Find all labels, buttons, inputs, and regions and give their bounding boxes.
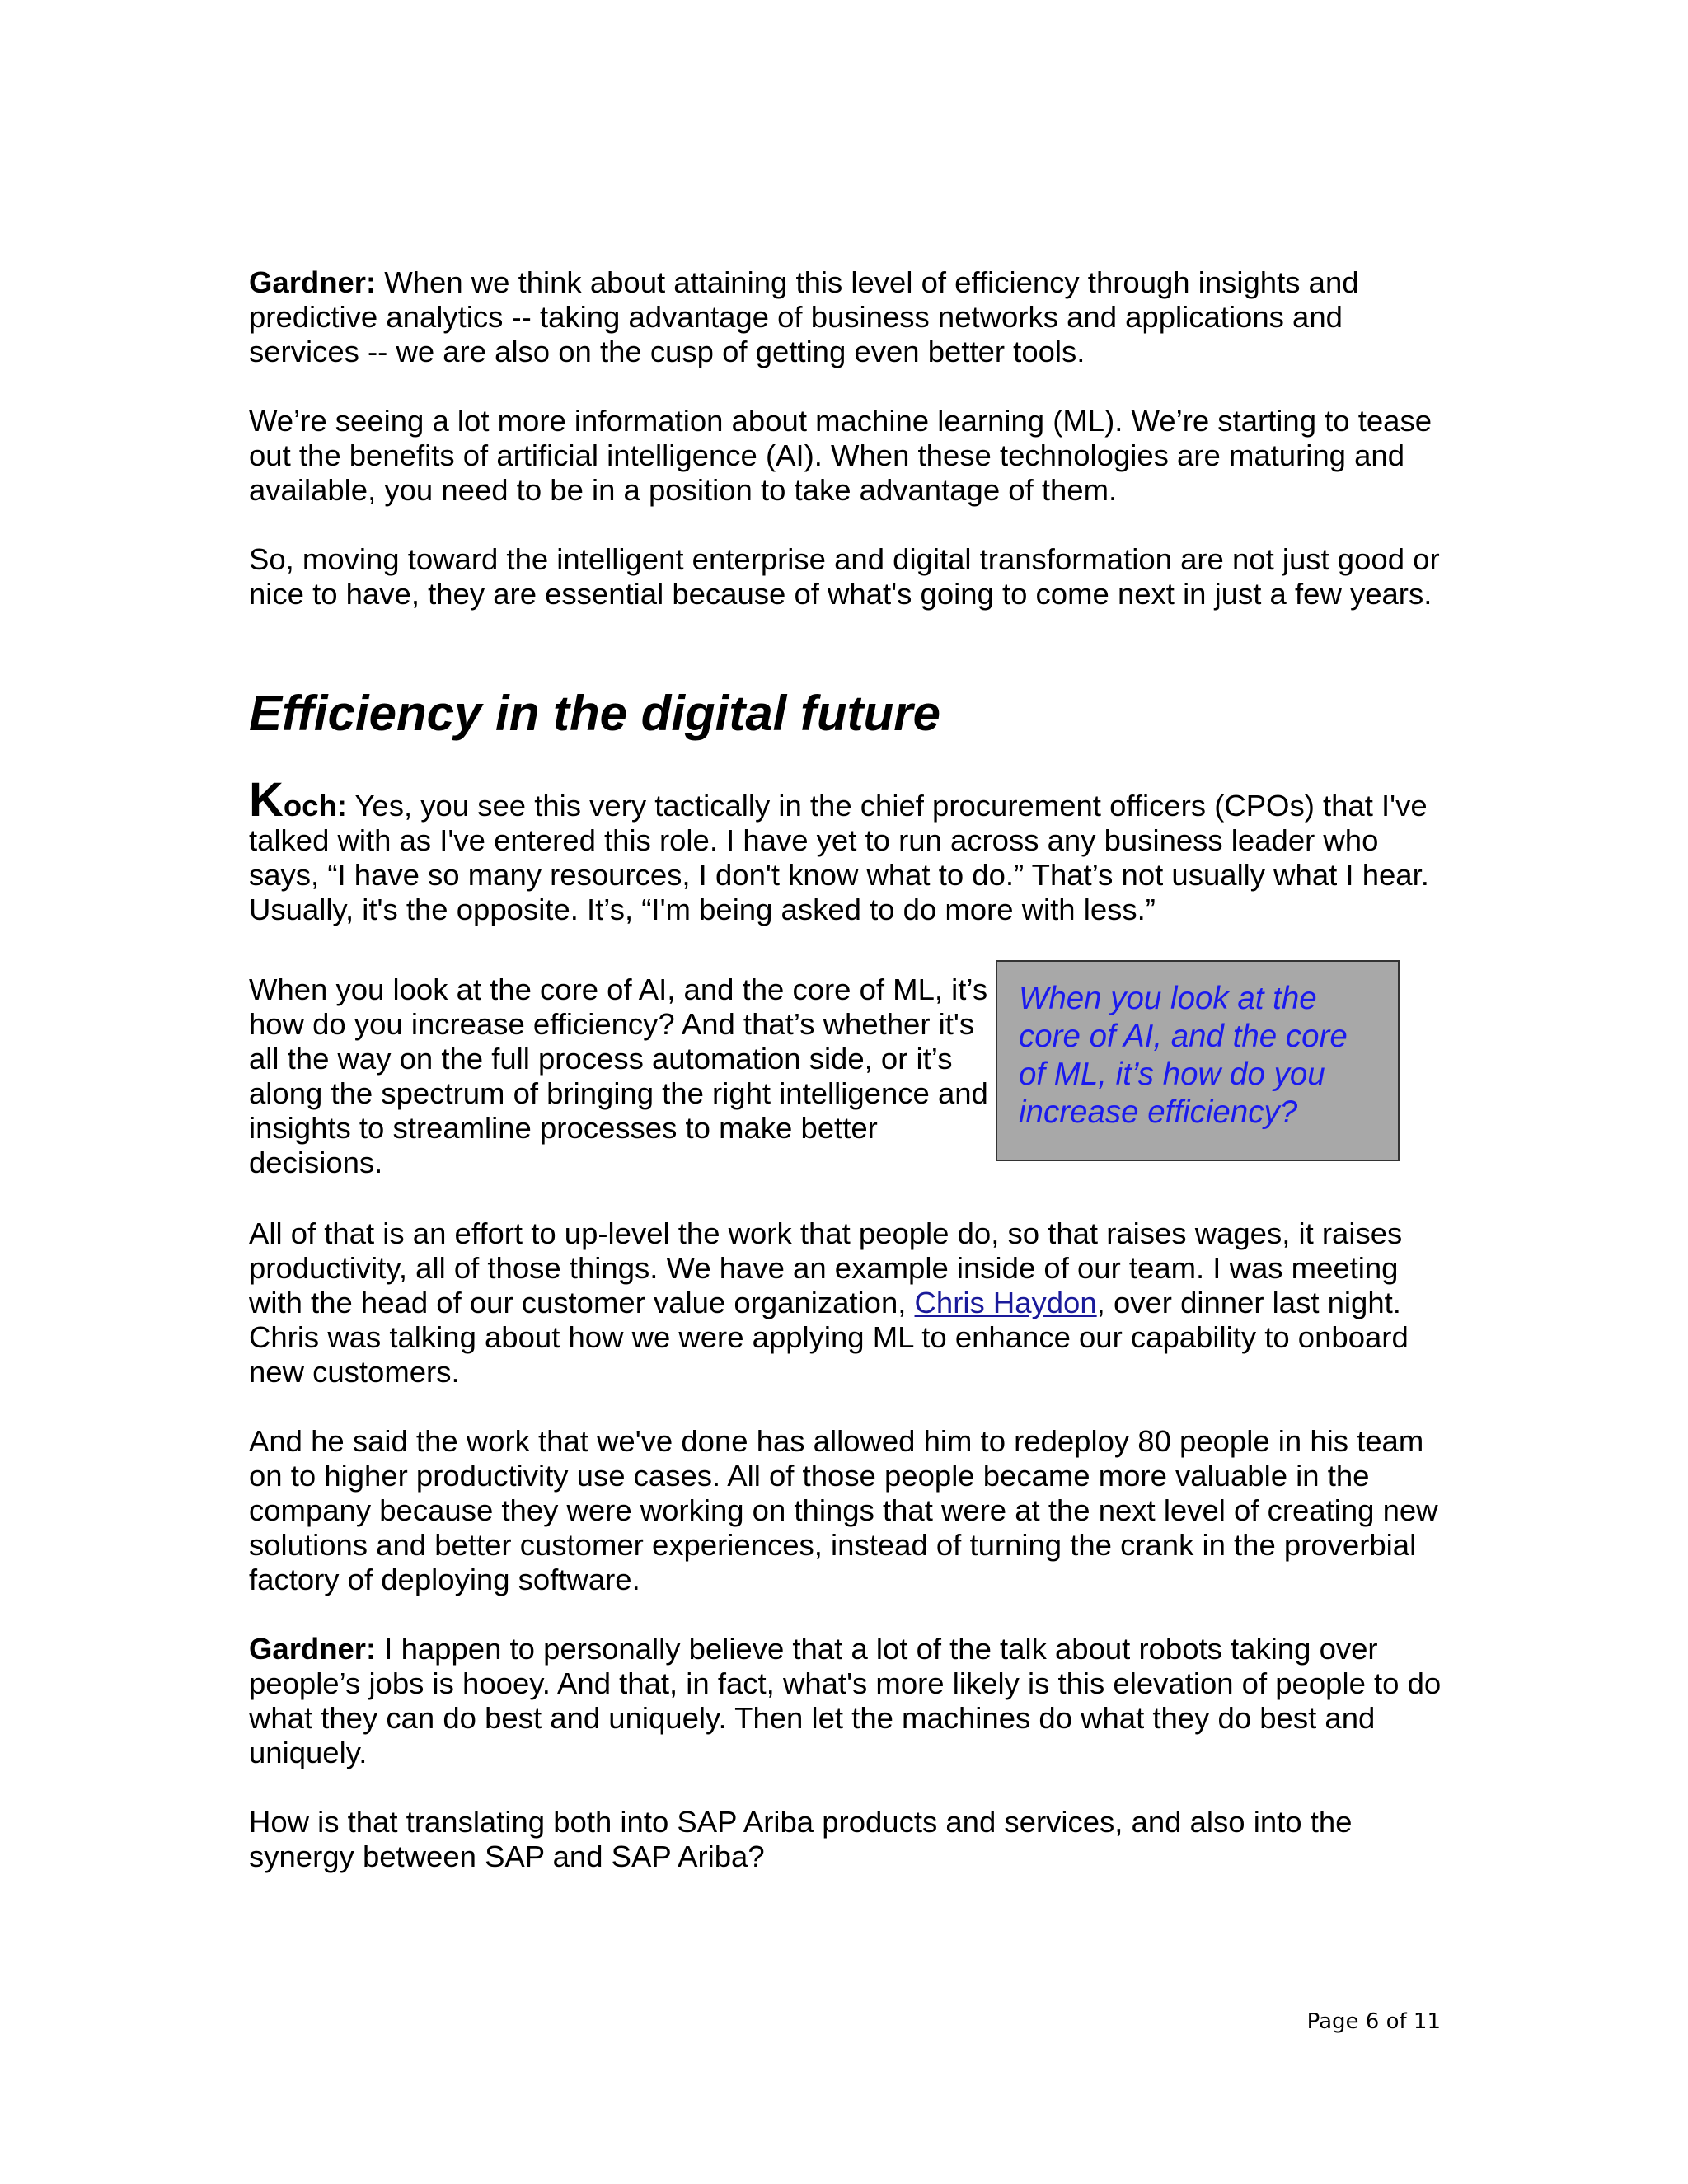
ml-ai-paragraph: We’re seeing a lot more information about machine learning (ML). We’re starting to tease out the benefits of artificial intelligence (AI). When these technologies are maturing and available, you need to be in a position to take advantage of them.: [249, 404, 1432, 507]
koch-paragraph: [249, 773, 1444, 927]
paragraph-text: When we think about attaining this level of efficiency through insights and predictive analytics -- taking advantage of business networks and applications and services -- we are also on the cusp of getting even better tools.: [249, 265, 1359, 368]
redeploy-paragraph: And he said the work that we've done has allowed him to redeploy 80 people in his team on to higher productivity use cases. All of those people became more valuable in the company because they were working on things that were at the next level of creating new solutions and better customer experiences, instead of turning the crank in the proverbial factory of deploying software.: [249, 1424, 1438, 1596]
section-heading: Efficiency in the digital future: [249, 686, 941, 741]
dropcap-letter: K: [249, 773, 284, 827]
intelligent-enterprise-paragraph: So, moving toward the intelligent enterprise and digital transformation are not just good or nice to have, they are essential because of what's going to come next in just a few years.: [249, 542, 1440, 611]
paragraph-text: , over dinner last night. Chris was talking about how we were applying ML to enhance our capability to onboard new customers.: [249, 1286, 1409, 1389]
paragraph-text: I happen to personally believe that a lot of the talk about robots taking over people’s jobs is hooey. And that, in fact, what's more likely is this elevation of people to do what they can do best and uniquely. Then let the machines do what they do best and uniquely.: [249, 1632, 1442, 1769]
paragraph-text: Yes, you see this very tactically in the chief procurement officers (CPOs) that I've talked with as I've entered this role. I have yet to run across any business leader who says, “I have so many resources, I don't know what to do.” That’s not usually what I hear. Usually, it's the opposite. It’s, “I'm being asked to do more with less.”: [249, 789, 1429, 926]
closing-question-paragraph: How is that translating both into SAP Ariba products and services, and also into the synergy between SAP and SAP Ariba?: [249, 1805, 1353, 1873]
speaker-label: och:: [283, 789, 347, 823]
ai-ml-paragraph: When you look at the core of AI, and the core of ML, it’s how do you increase efficiency? And that’s whether it's all the way on the full process automation side, or it’s along the spectrum of bringing the right intelligence and insights to streamline processes to make better decisions.: [249, 972, 988, 1179]
closing-section: [249, 1216, 1444, 1909]
pull-quote-box: When you look at the core of AI, and the core of ML, it’s how do you increase efficiency?: [996, 960, 1400, 1161]
intro-section: [249, 265, 1444, 646]
chris-haydon-link[interactable]: Chris Haydon: [914, 1286, 1097, 1319]
page-number: Page 6 of 11: [1306, 2009, 1441, 2034]
gardner-paragraph-1: [249, 265, 1444, 369]
uplevel-paragraph: [249, 1216, 1444, 1390]
speaker-label: Gardner:: [249, 265, 377, 299]
speaker-label: Gardner:: [249, 1632, 377, 1666]
gardner-paragraph-2: [249, 1632, 1444, 1770]
paragraph-text: All of that is an effort to up-level the work that people do, so that raises wages, it raises productivity, all of those things. We have an example inside of our team. I was meeting with the head of our customer value organization,: [249, 1216, 1403, 1319]
